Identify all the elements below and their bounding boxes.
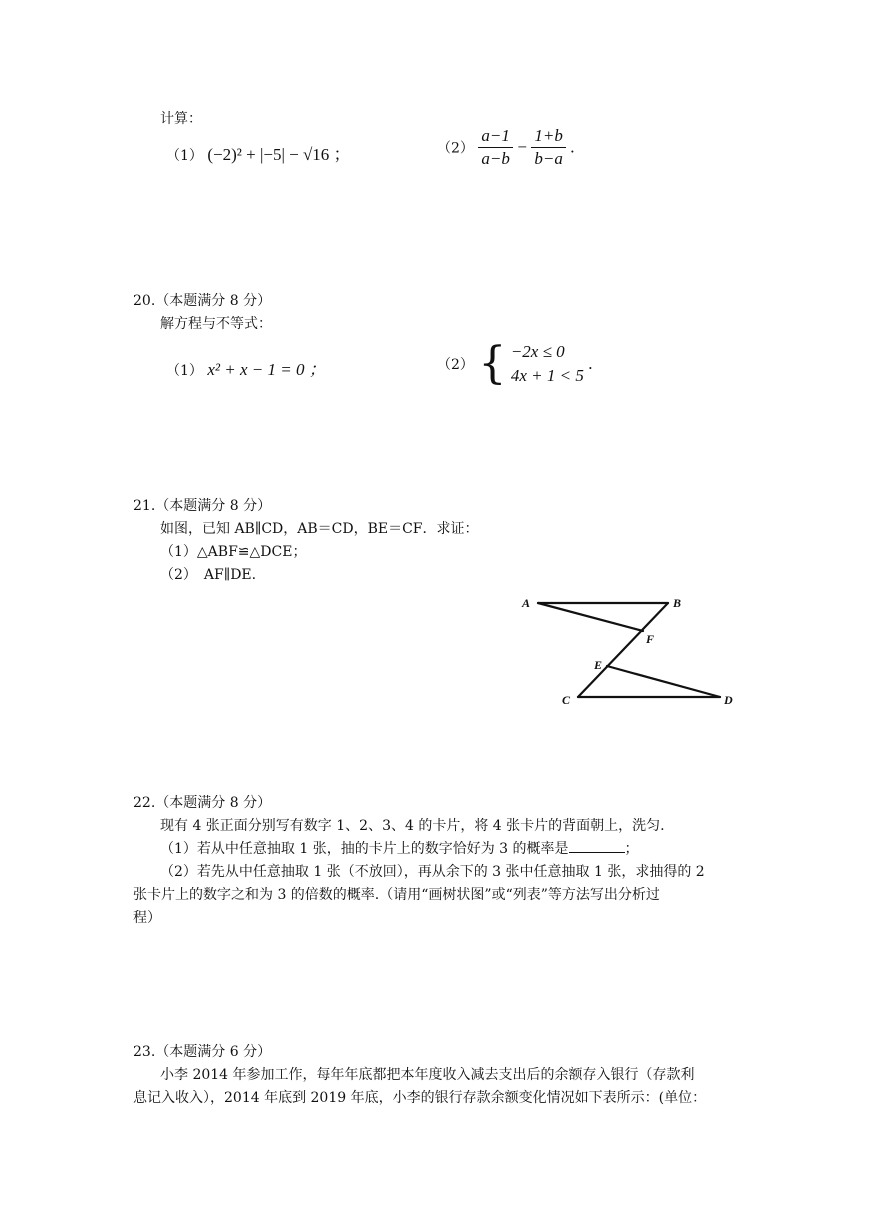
q19-part2: [437, 126, 575, 169]
left-brace-icon: {: [478, 338, 507, 389]
label-c: C: [562, 693, 571, 707]
q21-stem: 如图，已知 AB∥CD，AB＝CD，BE＝CF．求证：: [160, 521, 479, 537]
q20-part1: [166, 355, 326, 380]
q21-part1: （1）△ABF≌△DCE；: [160, 544, 307, 560]
q21-part2: （2） AF∥DE.: [160, 567, 257, 583]
q21-header: 21.（本题满分 8 分）: [133, 498, 272, 514]
q22-part2-line2: 张卡片上的数字之和为 3 的倍数的概率.（请用“画树状图”或“列表”等方法写出分析过: [133, 887, 660, 903]
inequality-line-1: −2x ≤ 0: [510, 342, 565, 361]
q19-part2-label: （2）: [437, 140, 474, 157]
label-a: A: [522, 596, 531, 610]
fraction-denominator: b−a: [534, 149, 563, 168]
inequality-line-2: 4x + 1 < 5: [510, 366, 584, 385]
q23-line2: 息记入收入），2014 年底到 2019 年底，小李的银行存款余额变化情况如下表所示：(单位：: [133, 1090, 707, 1106]
q20-part1-equation: x² + x − 1 = 0 ；: [207, 360, 326, 379]
q19-fraction-2: [531, 126, 565, 169]
q20-period: .: [588, 354, 593, 373]
q20-part1-label: （1）: [166, 363, 203, 379]
q19-fraction-1: [478, 126, 512, 169]
q22-header: 22.（本题满分 8 分）: [133, 795, 272, 811]
q22-stem: 现有 4 张正面分别写有数字 1、2、3、4 的卡片，将 4 张卡片的背面朝上，洗匀.: [160, 818, 665, 834]
fraction-numerator: 1+b: [531, 126, 565, 148]
q21-geometry-figure: [510, 585, 755, 713]
segment-af: [538, 603, 643, 631]
q23-header: 23.（本题满分 6 分）: [133, 1044, 272, 1060]
label-b: B: [673, 596, 682, 610]
q20-instruction: 解方程与不等式：: [160, 316, 272, 332]
q19-part1-expression: (−2)² + |−5| − √16 ；: [207, 145, 351, 164]
answer-blank: [569, 838, 625, 853]
label-e: E: [594, 658, 603, 672]
q20-inequality-system: [511, 340, 584, 388]
label-f: F: [646, 632, 655, 646]
q22-part2-line3: 程）: [133, 910, 161, 926]
q19-minus-sign: −: [517, 137, 527, 157]
q20-part2-label: （2）: [437, 357, 474, 373]
q22-part1-text: （1）若从中任意抽取 1 张，抽的卡片上的数字恰好为 3 的概率是: [160, 841, 569, 857]
q19-part1: [166, 140, 351, 165]
fraction-numerator: a−1: [478, 126, 512, 148]
q22-part1-end: ；: [624, 841, 639, 857]
q22-part1: [160, 838, 639, 858]
q23-line1: 小李 2014 年参加工作，每年年底都把本年度收入减去支出后的余额存入银行（存款利: [160, 1067, 695, 1083]
q19-part1-label: （1）: [166, 148, 203, 164]
q19-instruction: 计算：: [160, 111, 202, 127]
segment-ed: [607, 666, 720, 697]
q20-header: 20.（本题满分 8 分）: [133, 293, 272, 309]
q19-period: .: [570, 137, 575, 157]
q20-part2: [437, 340, 593, 388]
label-d: D: [724, 693, 733, 707]
q22-part2-line1: （2）若先从中任意抽取 1 张（不放回），再从余下的 3 张中任意抽取 1 张，求抽得的 2: [160, 864, 705, 880]
fraction-denominator: a−b: [481, 149, 510, 168]
